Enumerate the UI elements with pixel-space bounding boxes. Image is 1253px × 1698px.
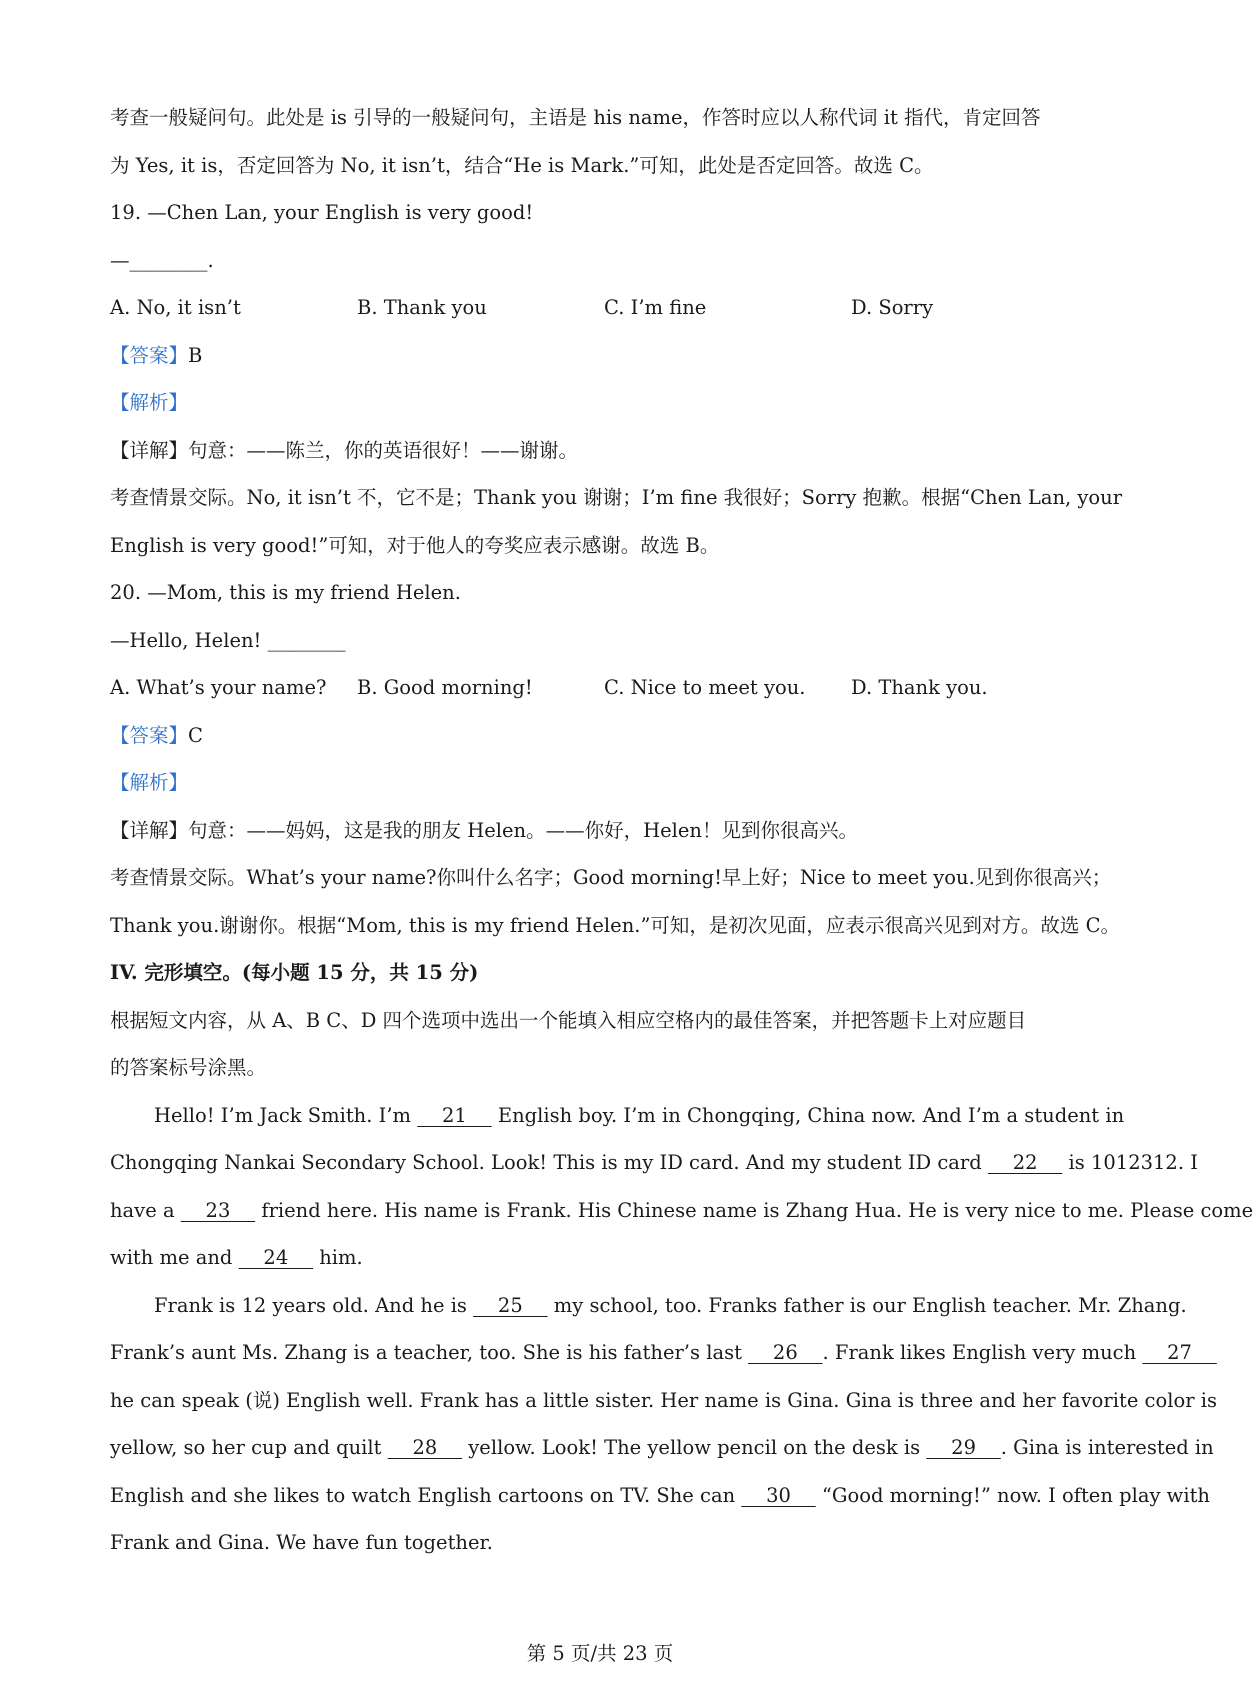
q20-answer: [110, 712, 1105, 760]
intro-explanation-line-1: 考查一般疑问句。此处是 is 引导的一般疑问句，主语是 his name，作答时应以人称代词 it 指代，肯定回答: [110, 106, 1041, 129]
q20-option-c: C. Nice to meet you.: [604, 676, 806, 699]
passage-p2-line-5: [110, 1472, 1210, 1520]
q19-analysis-tag: 【解析】: [110, 391, 189, 414]
q19-option-c: C. I’m fine: [604, 296, 707, 319]
passage-text: Hello! I’m Jack Smith. I’m: [154, 1103, 418, 1127]
q19-explanation-line-2: English is very good!”可知，对于他人的夸奖应表示感谢。故选 B。: [110, 533, 720, 557]
passage-text: Chongqing Nankai Secondary School. Look! This is my ID card. And my student ID card: [110, 1151, 988, 1174]
passage-text: yellow. Look! The yellow pencil on the desk is: [462, 1436, 927, 1459]
passage-text: friend here. His name is Frank. His Chinese name is Zhang Hua. He is very nice to me. Please come: [255, 1198, 1253, 1222]
q20-option-a: A. What’s your name?: [110, 676, 327, 699]
blank-21: 21: [417, 1103, 492, 1127]
page-number-footer: 第 5 页/共 23 页: [526, 1642, 674, 1665]
q19-stem: 19. —Chen Lan, your English is very good!: [110, 201, 534, 224]
passage-text: yellow, so her cup and quilt: [110, 1436, 388, 1459]
q19-options: [110, 284, 1105, 332]
q20-option-b: B. Good morning!: [357, 676, 533, 699]
passage-p2-line-6: Frank and Gina. We have fun together.: [110, 1531, 493, 1554]
q20-explanation-line-2: Thank you.谢谢你。根据“Mom, this is my friend Helen.”可知，是初次见面，应表示很高兴见到对方。故选 C。: [110, 913, 1121, 937]
passage-text: Frank is 12 years old. And he is: [154, 1293, 474, 1317]
q19-answer-tag: 【答案】: [110, 343, 189, 367]
q19-option-d: D. Sorry: [851, 296, 934, 319]
passage-text: is 1012312. I: [1062, 1151, 1198, 1174]
q20-options: [110, 664, 1105, 712]
passage-text: with me and: [110, 1246, 239, 1269]
passage-p1-line-4: [110, 1234, 1105, 1282]
document-page: [110, 94, 1253, 1567]
blank-26: 26: [748, 1341, 823, 1364]
section-instructions-line-1: 根据短文内容，从 A、B C、D 四个选项中选出一个能填入相应空格内的最佳答案，并把答题卡上对应题目: [110, 1008, 1027, 1032]
passage-p2-line-4: [110, 1424, 1214, 1472]
passage-text: him.: [313, 1246, 363, 1269]
blank-29: 29: [926, 1436, 1001, 1459]
q20-answer-tag: 【答案】: [110, 723, 189, 747]
q19-detail: [110, 427, 1105, 475]
blank-23: 23: [180, 1198, 256, 1222]
section-heading: IV. 完形填空。(每小题 15 分，共 15 分): [110, 961, 479, 984]
blank-30: 30: [741, 1483, 816, 1507]
q20-detail: [110, 807, 1105, 855]
blank-28: 28: [387, 1436, 463, 1459]
q20-detail-text: 句意：——妈妈，这是我的朋友 Helen。——你好，Helen！见到你很高兴。: [188, 818, 858, 842]
q20-analysis: [110, 759, 1105, 807]
q19-answer-value: B: [188, 343, 203, 367]
q20-response: —Hello, Helen! ________: [110, 628, 346, 652]
q19-detail-text: 句意：——陈兰，你的英语很好！——谢谢。: [188, 438, 579, 462]
passage-text: my school, too. Franks father is our English teacher. Mr. Zhang.: [547, 1293, 1187, 1317]
q20-stem: 20. —Mom, this is my friend Helen.: [110, 581, 461, 604]
passage-text: Frank’s aunt Ms. Zhang is a teacher, too. She is his father’s last: [110, 1341, 749, 1364]
passage-p2-line-3: he can speak (说) English well. Frank has a little sister. Her name is Gina. Gina is three and her favorite color is: [110, 1388, 1217, 1412]
passage-p1-line-1: [110, 1092, 1125, 1140]
q20-detail-tag: 【详解】: [110, 818, 189, 842]
passage-text: . Gina is interested in: [1000, 1436, 1214, 1459]
passage-p1-line-3: [110, 1187, 1253, 1235]
intro-explanation-line-2: 为 Yes, it is，否定回答为 No, it isn’t，结合“He is Mark.”可知，此处是否定回答。故选 C。: [110, 153, 934, 177]
section-instructions-line-2: 的答案标号涂黑。: [110, 1056, 267, 1079]
blank-22: 22: [987, 1151, 1063, 1174]
q19-detail-tag: 【详解】: [110, 438, 189, 462]
q20-option-d: D. Thank you.: [851, 676, 988, 699]
blank-27: 27: [1142, 1341, 1217, 1364]
blank-25: 25: [473, 1293, 548, 1317]
passage-text: English and she likes to watch English cartoons on TV. She can: [110, 1483, 742, 1507]
passage-p1-line-2: [110, 1139, 1198, 1187]
passage-text: “Good morning!” now. I often play with: [815, 1483, 1210, 1507]
q19-response: —________.: [110, 248, 214, 272]
passage-text: have a: [110, 1198, 181, 1222]
passage-text: . Frank likes English very much: [822, 1341, 1143, 1364]
q20-analysis-tag: 【解析】: [110, 771, 189, 794]
q19-analysis: [110, 379, 1105, 427]
q19-option-a: A. No, it isn’t: [110, 296, 241, 319]
q20-explanation-line-1: 考查情景交际。What’s your name?你叫什么名字；Good morning!早上好；Nice to meet you.见到你很高兴；: [110, 866, 1112, 889]
passage-p2-line-1: [110, 1282, 1187, 1330]
q19-explanation-line-1: 考查情景交际。No, it isn’t 不，它不是；Thank you 谢谢；I’m fine 我很好；Sorry 抱歉。根据“Chen Lan, your: [110, 486, 1123, 509]
passage-p2-line-2: [110, 1329, 1217, 1377]
q20-answer-value: C: [188, 723, 203, 747]
blank-24: 24: [238, 1246, 314, 1269]
q19-answer: [110, 332, 1105, 380]
passage-text: English boy. I’m in Chongqing, China now. And I’m a student in: [491, 1103, 1125, 1127]
q19-option-b: B. Thank you: [357, 296, 487, 319]
